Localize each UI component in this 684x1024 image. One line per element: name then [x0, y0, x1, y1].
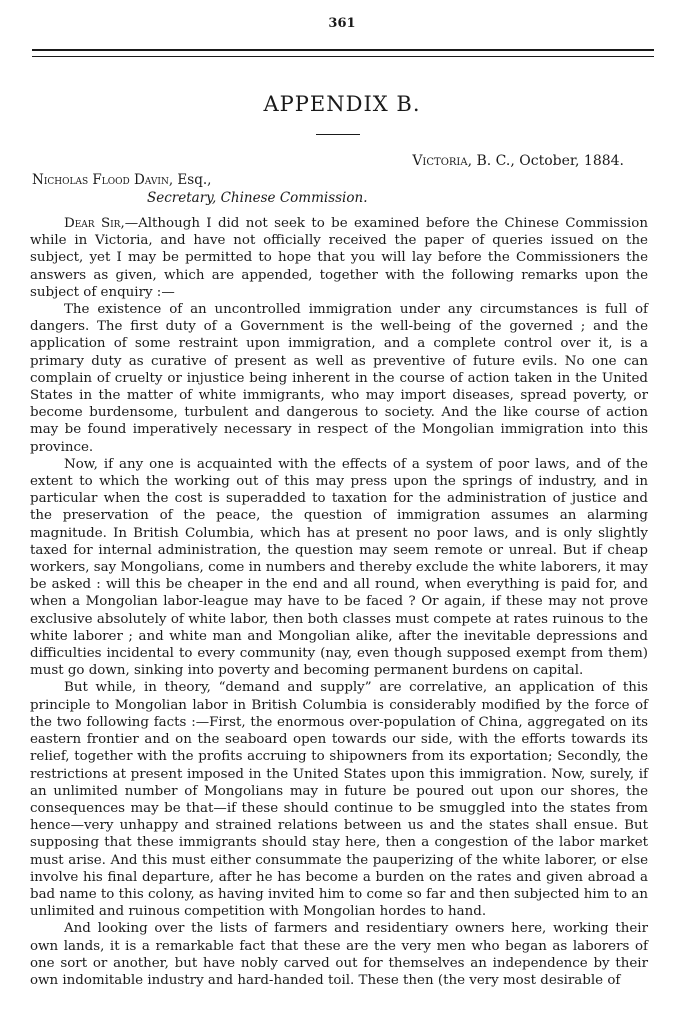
paragraph-4: But while, in theory, “demand and supply” are correlative, an application of this principle to Mongolian labor in British Columbia is considerably modified by the force of the two following facts :—First, the enormous over-population of China, aggregated on its eastern frontier and on the seaboard open towards our side, with the efforts towards its relief, together with the profits accruing to shipowners from its exportation; Secondly, the restrictions at present imposed in the United States upon this immigration. Now, surely, if an unlimited number of Mongolians may in future be poured out upon our shores, the consequences may be that—if these should continue to be smuggled into the states from hence—very unhappy and strained relations between us and the states shall ensue. But supposing that these immigrants should stay here, then a congestion of the labor market must arise. And this must either consummate the pauperizing of the white laborer, or else involve his final departure, after he has become a burden on the rates and given abroad a bad name to this colony, as having invited him to come so far and then subjected him to an unlimited and ruinous competition with Mongolian hordes to hand. — [30, 680, 648, 920]
title-divider — [316, 134, 360, 135]
paragraph-2: The existence of an uncontrolled immigration under any circumstances is full of dangers. The first duty of a Government is the well-being of the governed ; and the application of some restraint upon immigration, and a complete control over it, is a primary duty as curative of present as well as preventive of future evils. No one can complain of cruelty or injustice being inherent in the course of action taken in the United States in the matter of white immigrants, who may import diseases, spread poverty, or become burdensome, turbulent and dangerous to society. And the like course of action may be found imperatively necessary in respect of the Mongolian immigration into this province. — [30, 302, 648, 455]
salutation: Dear Sir — [64, 216, 121, 231]
paragraph-1 — [30, 215, 648, 301]
place-name: Victoria — [412, 153, 468, 169]
addressee-suffix: , Esq., — [168, 172, 212, 188]
header-rule-thin — [32, 56, 654, 57]
paragraph-3: Now, if any one is acquainted with the effects of a system of poor laws, and of the extent to which the working out of this may press upon the springs of industry, and in particular when the cost is superadded to taxation for the administration of justice and the preservation of the peace, the question of immigration assumes an alarming magnitude. In British Columbia, which has at present no poor laws, and is only slightly taxed for internal administration, the question may seem remote or unreal. But if cheap workers, say Mongolians, come in numbers and thereby exclude the white laborers, it may be asked : will this be cheaper in the end and all round, when everything is paid for, and when a Mongolian labor-league may have to be faced ? Or again, if these may not prove exclusive absolutely of white labor, then both classes must compete at rates ruinous to the white laborer ; and white man and Mongolian alike, after the inevitable depressions and difficulties incidental to every community (nay, even though supposed exempt from them) must go down, sinking into poverty and becoming permanent burdens on capital. — [30, 456, 648, 679]
header-rule-thick — [32, 49, 654, 51]
place-date — [412, 153, 624, 169]
date-text: , B. C., October, 1884. — [467, 153, 624, 169]
appendix-title: APPENDIX B. — [263, 92, 421, 116]
paragraph-5: And looking over the lists of farmers and residentiary owners here, working their own lands, it is a remarkable fact that these are the very men who began as laborers of one sort or another, but have nobly carved out for themselves an independence by their own indomitable industry and hard-handed toil. These then (the very most desirable of — [30, 921, 648, 988]
addressee-name: Nicholas Flood Davin — [32, 172, 169, 188]
letter-body — [30, 215, 648, 989]
page-number: 361 — [328, 16, 356, 31]
paragraph-1-text: ,—Although I did not seek to be examined before the Chinese Commission while in Victoria, and have not officially received the paper of queries issued on the subject, yet I may be permitted to hope that you will lay before the Commissioners the answers as given, which are appended, together with the following remarks upon the subject of enquiry :— — [30, 216, 648, 300]
addressee-role: Secretary, Chinese Commission. — [147, 190, 368, 206]
addressee-line — [32, 172, 211, 188]
